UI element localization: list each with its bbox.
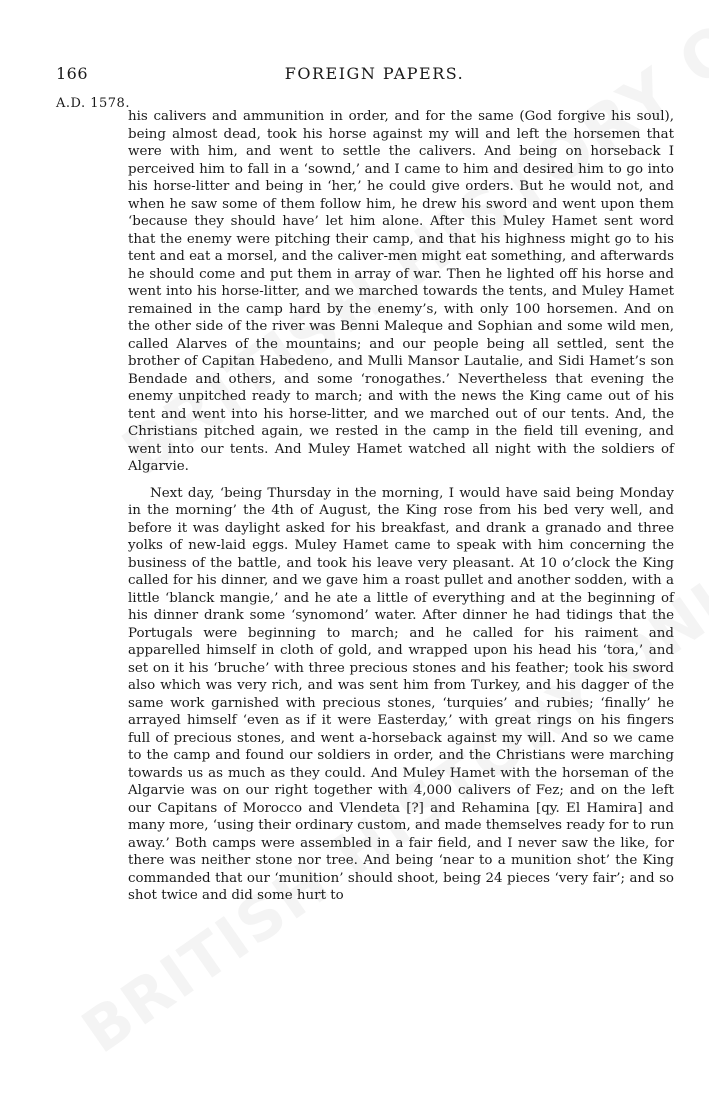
- margin-date: A.D. 1578.: [56, 96, 130, 111]
- running-head: [0, 64, 709, 83]
- running-title: FOREIGN PAPERS.: [284, 64, 465, 83]
- paragraph: his calivers and ammunition in order, and for the same (God forgive his soul), being almost dead, took his horse against my will and left the horsemen that were with him, and went to settle the calivers. And being on horseback I perceived him to fall in a ‘sownd,’ and I came to him and desired him to go into his horse-litter and being in ‘her,’ he could give orders. But he would not, and when he saw some of them follow him, he drew his sword and went upon them ‘because they should have’ let him alone. After this Muley Hamet sent word that the enemy were pitching their camp, and that his highness might go to his tent and eat a morsel, and the caliver-men might eat something, and afterwards he should come and put them in array of war. Then he lighted off his horse and went into his horse-litter, and we marched towards the tents, and Muley Hamet remained in the camp hard by the enemy’s, with only 100 horsemen. And on the other side of the river was Benni Maleque and Sophian and some wild men, called Alarves of the mountains; and our people being all settled, sent the brother of Capitan Habedeno, and Mulli Mansor Lautalie, and Sidi Hamet’s son Bendade and others, and some ‘ronogathes.’ Nevertheless that evening the enemy unpitched ready to march; and with the news the King came out of his tent and went into his horse-litter, and we marched out of our tents. And, the Christians pitched again, we rested in the camp in the field till evening, and went into our tents. And Muley Hamet watched all night with the soldiers of Algarvie.: [128, 109, 674, 474]
- body-text: [128, 108, 674, 905]
- paragraph: Next day, ‘being Thursday in the morning, I would have said being Monday in the morning’ the 4th of August, the King rose from his bed very well, and before it was daylight asked for his breakfast, and drank a granado and three yolks of new-laid eggs. Muley Hamet came to speak with him concerning the business of the battle, and took his leave very pleasant. At 10 o’clock the King called for his dinner, and we gave him a roast pullet and another sodden, with a little ‘blanck mangie,’ and he ate a little of everything and at the beginning of his dinner drank some ‘synomond’ water. After dinner he had tidings that the Portugals were beginning to march; and he called for his raiment and apparelled himself in cloth of gold, and wrapped upon his head his ‘tora,’ and set on it his ‘bruche’ with three precious stones and his feather; took his sword also which was very rich, and was sent him from Turkey, and his dagger of the same work garnished with precious stones, ‘turquies’ and rubies; ‘finally’ he arrayed himself ‘even as if it were Easterday,’ with great rings on his fingers full of precious stones, and went a-horseback against my will. And so we came to the camp and found our soldiers in order, and the Christians were marching towards us as much as they could. And Muley Hamet with the horseman of the Algarvie was on our right together with 4,000 calivers of Fez; and on the left our Capitans of Morocco and Vlendeta [?] and Rehamina [qy. El Hamira] and many more, ‘using their ordinary custom, and made themselves ready for to run away.’ Both camps were assembled in a fair field, and I never saw the like, for there was neither stone nor tree. And being ‘near to a munition shot’ the King commanded that our ‘munition’ should shoot, being 24 pieces ‘very fair’; and so shot twice and did some hurt to: [128, 485, 674, 903]
- page-number: 166: [56, 64, 89, 83]
